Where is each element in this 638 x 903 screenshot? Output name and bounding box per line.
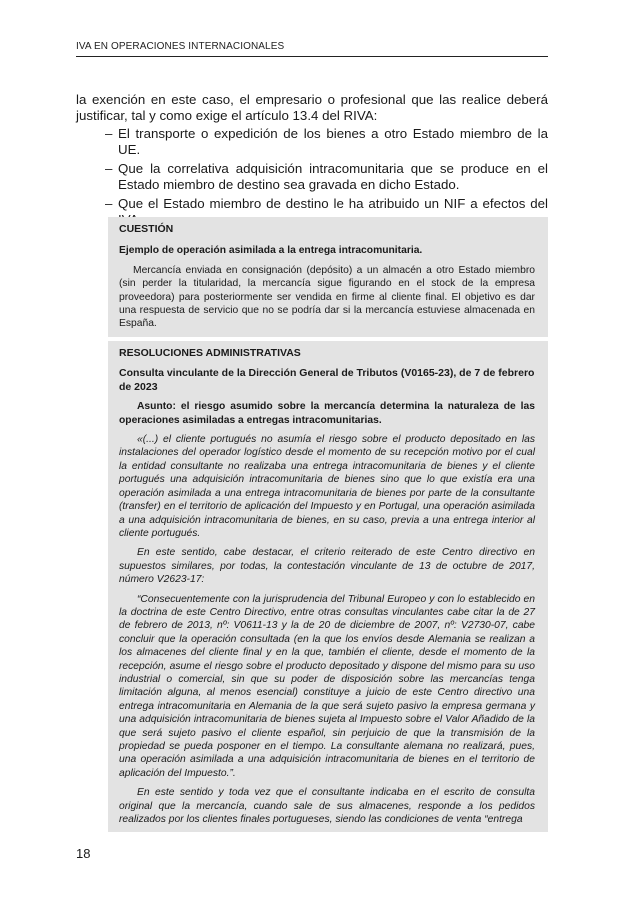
asunto-text: Asunto: el riesgo asumido sobre la mercancía determina la naturaleza de las operaciones asimiladas a entregas intracomunitarias. bbox=[119, 401, 535, 426]
resoluciones-label: RESOLUCIONES ADMINISTRATIVAS bbox=[119, 346, 301, 359]
intro-paragraph: la exención en este caso, el empresario o profesional que las realice deberá justificar, tal y como exige el artículo 13.4 del RIVA: bbox=[76, 92, 548, 123]
list-item-text: El transporte o expedición de los bienes a otro Estado miembro de la UE. bbox=[118, 126, 548, 157]
body-text bbox=[76, 92, 548, 231]
cuestion-subtitle: Ejemplo de operación asimilada a la entrega intracomunitaria. bbox=[119, 245, 423, 257]
page-number: 18 bbox=[76, 846, 91, 861]
quote-paragraph: “Consecuentemente con la jurisprudencia del Tribunal Europeo y con lo establecido en la doctrina de este Centro Directivo, entre otras consultas vinculantes cabe citar la de 27 de febrero de 2013, nº: V0611-13 y la de 20 de diciembre de 2007, nº: V2730-07, cabe concluir que la operación consultada (en la que los envíos desde Alemania se realizan a los almacenes del cliente final y en la que, también el cliente, desde el momento de la recepción, asume el riesgo sobre el producto depositado y dispone del mismo para su uso industrial o comercial, sin que su poder de disposición sobre las mercancías tenga limitación alguna, al menos esencial) constituye a juicio de este Centro directivo una entrega intracomunitaria en Alemania de la que será sujeto pasivo la empresa germana y una adquisición intracomunitaria de bienes sujeta al Impuesto sobre el Valor Añadido de la que será sujeto pasivo el cliente español, sin perjuicio de que la transmisión de la propiedad se pueda posponer en el tiempo. La consultante alemana no realizará, pues, una operación asimilada a una adquisición intracomunitaria de bienes en el territorio de aplicación del Impuesto.”. bbox=[119, 593, 535, 779]
dash-marker: – bbox=[105, 126, 113, 141]
consulta-title: Consulta vinculante de la Dirección General de Tributos (V0165-23), de 7 de febrero de 2023 bbox=[119, 367, 535, 394]
running-header: IVA EN OPERACIONES INTERNACIONALES bbox=[76, 41, 285, 52]
dash-marker: – bbox=[105, 196, 113, 211]
list-item-text: Que el Estado miembro de destino le ha atribuido un NIF a efectos del bbox=[118, 196, 548, 211]
list-item-text: Que la correlativa adquisición intracomunitaria que se produce en el Estado miembro de destino sea gravada en dicho Estado. bbox=[118, 161, 548, 192]
dash-marker: – bbox=[105, 161, 113, 176]
requirements-list bbox=[76, 126, 548, 228]
list-item bbox=[76, 161, 548, 193]
cuestion-text: Mercancía enviada en consignación (depósito) a un almacén a otro Estado miembro (sin perder la titularidad, la mercancía sigue figurando en el stock de la empresa proveedora) para posteriormente ser vendida en firme al cliente final. El objetivo es dar una respuesta de servicio que no se podría dar si la mercancía estuviese almacenada en España. bbox=[119, 264, 535, 330]
cuestion-section bbox=[108, 217, 548, 337]
resoluciones-section bbox=[108, 341, 548, 833]
grey-info-box bbox=[108, 217, 548, 832]
cuestion-label: CUESTIÓN bbox=[119, 223, 174, 235]
header-rule bbox=[76, 56, 548, 57]
list-item bbox=[76, 126, 548, 158]
quote-paragraph: En este sentido, cabe destacar, el criterio reiterado de este Centro directivo en supuestos similares, por todas, la contestación vinculante de 13 de octubre de 2017, número V2623-17: bbox=[119, 547, 535, 586]
quote-paragraph: En este sentido y toda vez que el consultante indicaba en el escrito de consulta original que la mercancía, cuando sale de sus almacenes, responde a los pedidos realizados por los clientes finales portugueses, siendo las condiciones de venta “entrega bbox=[119, 787, 535, 826]
quote-paragraph: «(...) el cliente portugués no asumía el riesgo sobre el producto depositado en las instalaciones del operador logístico desde el momento de su recepción motivo por el cual la entidad consultante no realizaba una entrega intracomunitaria de bienes y el cliente portugués una adquisición intracomunitaria de bienes sino que lo que existía era una operación asimilada a una entrega intracomunitaria de bienes por parte de la consultante (transfer) en el territorio de aplicación del Impuesto y en Portugal, una operación asimilada a una adquisición intracomunitaria de bienes, en su caso, previa a una entrega interior al cliente portugués. bbox=[119, 434, 535, 539]
